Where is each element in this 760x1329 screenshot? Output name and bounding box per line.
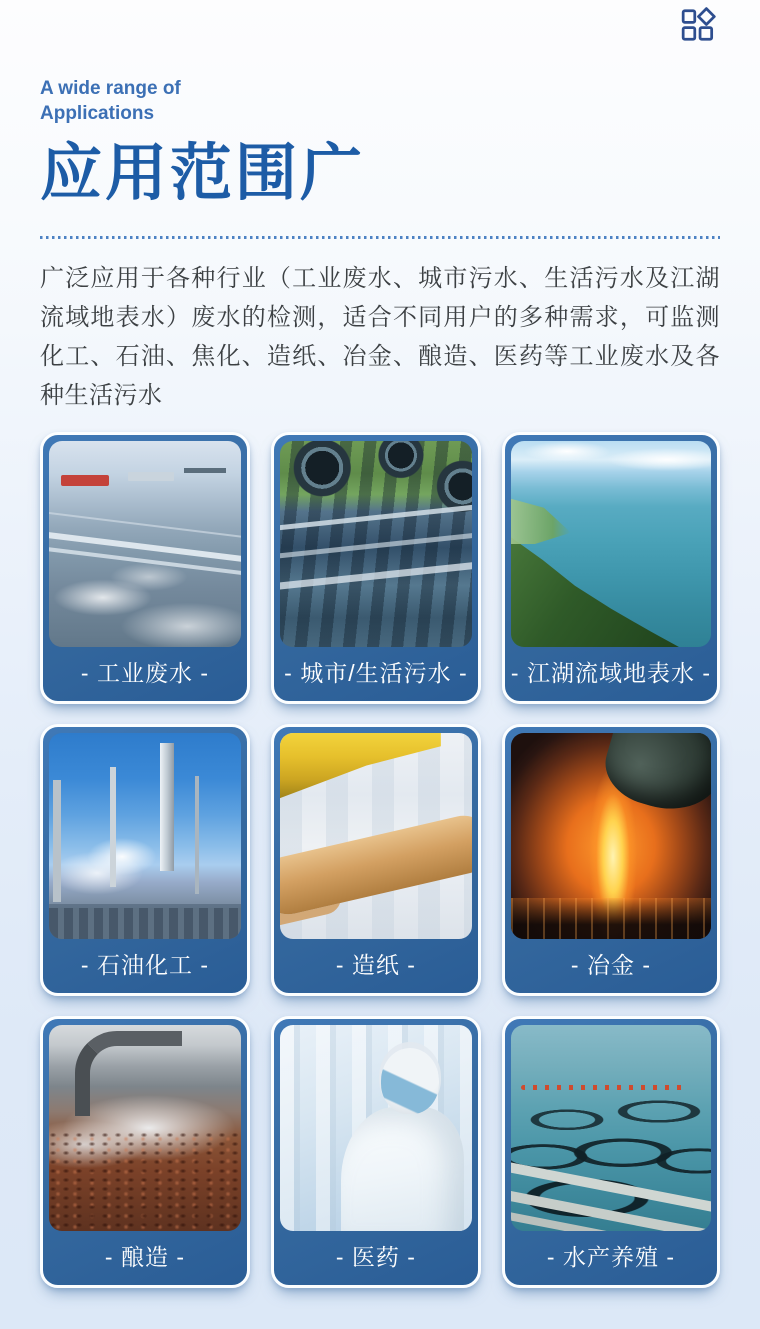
eyebrow-line-2: Applications xyxy=(40,103,155,124)
card-label-river-lake-surface-water: - 江湖流域地表水 - xyxy=(510,659,711,686)
eyebrow-text xyxy=(40,76,720,126)
card-label-aquaculture: - 水产养殖 - xyxy=(546,1243,675,1270)
card-pharmaceutical xyxy=(271,1016,481,1288)
aquaculture-photo xyxy=(511,1025,711,1231)
brewing-photo xyxy=(49,1025,241,1231)
river-lake-surface-water-photo xyxy=(511,441,711,647)
papermaking-photo xyxy=(280,733,472,939)
card-label-papermaking: - 造纸 - xyxy=(335,951,416,978)
card-metallurgy xyxy=(502,724,720,996)
industrial-wastewater-photo xyxy=(49,441,241,647)
applications-grid-icon xyxy=(680,6,718,44)
card-label-metallurgy: - 冶金 - xyxy=(570,951,651,978)
card-label-industrial-wastewater: - 工业废水 - xyxy=(80,659,210,686)
card-label-municipal-sewage: - 城市/生活污水 - xyxy=(284,659,468,686)
card-municipal-sewage xyxy=(271,432,481,704)
page-title: 应用范围广 xyxy=(40,140,366,208)
dotted-divider xyxy=(40,236,720,239)
metallurgy-photo xyxy=(511,733,711,939)
card-label-petrochemical: - 石油化工 - xyxy=(80,951,210,978)
municipal-sewage-photo xyxy=(280,441,472,647)
page-header xyxy=(40,0,720,415)
application-cards-grid xyxy=(40,432,720,1288)
petrochemical-photo xyxy=(49,733,241,939)
card-aquaculture xyxy=(502,1016,720,1288)
card-label-brewing: - 酿造 - xyxy=(104,1243,186,1270)
card-industrial-wastewater xyxy=(40,432,250,704)
page-description: 广泛应用于各种行业（工业废水、城市污水、生活污水及江湖流域地表水）废水的检测，适合不同用户的多种需求，可监测化工、石油、焦化、造纸、冶金、酿造、医药等工业废水及各种生活污水 xyxy=(40,265,720,409)
card-petrochemical xyxy=(40,724,250,996)
card-river-lake-surface-water xyxy=(502,432,720,704)
pharmaceutical-photo xyxy=(280,1025,472,1231)
card-papermaking xyxy=(271,724,481,996)
eyebrow-line-1: A wide range of xyxy=(40,78,181,99)
card-brewing xyxy=(40,1016,250,1288)
card-label-pharmaceutical: - 医药 - xyxy=(335,1243,416,1270)
